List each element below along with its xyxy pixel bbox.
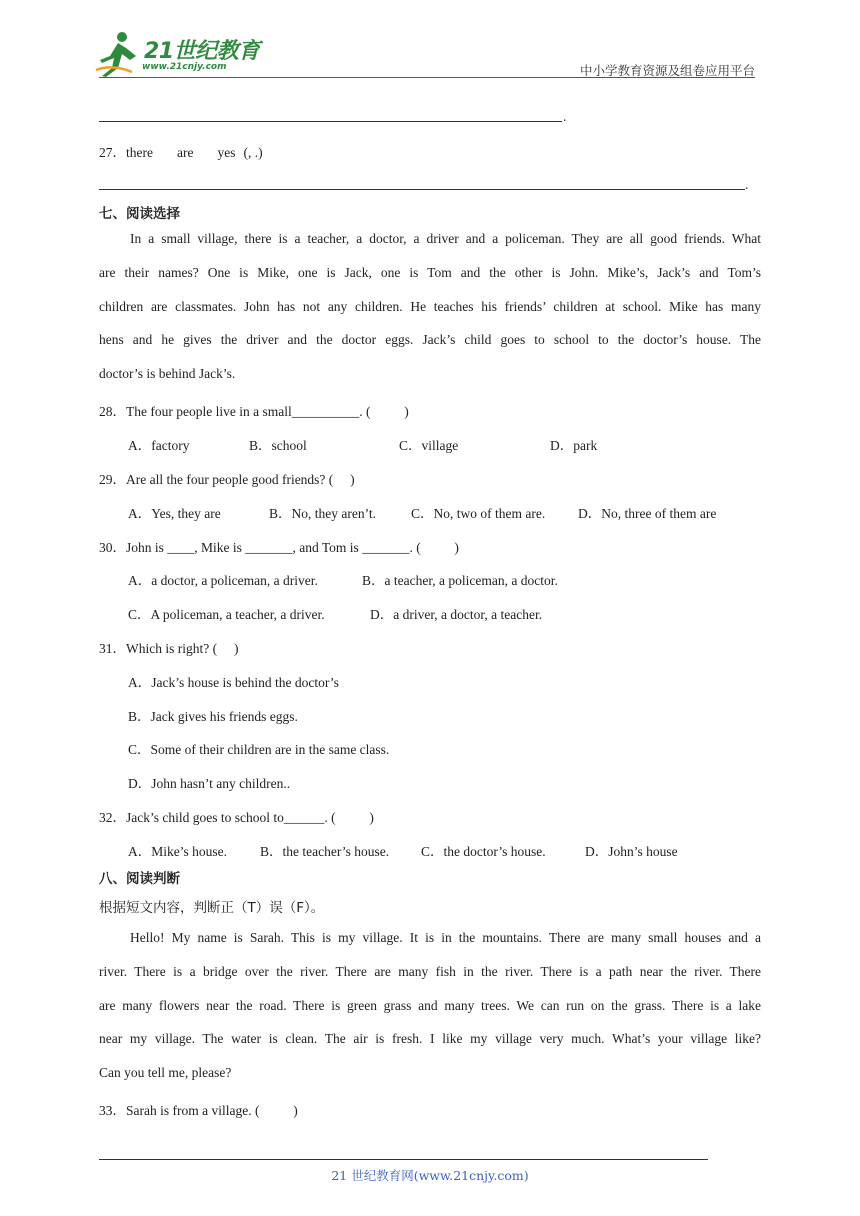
question-31 bbox=[99, 637, 238, 657]
question-number: 29． bbox=[99, 472, 126, 487]
option-a[interactable]: A．factory bbox=[128, 438, 190, 453]
option-c[interactable]: C．Some of their children are in the same class. bbox=[128, 742, 390, 757]
question-text: The four people live in a small__________. ( ) bbox=[126, 404, 409, 419]
question-number: 30． bbox=[99, 540, 126, 555]
answer-period: . bbox=[745, 177, 749, 192]
word-4: (, .) bbox=[243, 145, 263, 160]
word-3: yes bbox=[217, 145, 236, 160]
section-title-7: 七、阅读选择 bbox=[99, 206, 180, 222]
question-27 bbox=[99, 141, 263, 161]
passage-line: near my village. The water is clean. The air is fresh. I like my village very much. What’s your village like? bbox=[99, 1031, 761, 1047]
section-instruction: 根据短文内容，判断正（T）误（F）。 bbox=[99, 900, 325, 916]
question-number: 27． bbox=[99, 145, 126, 160]
passage-line: children are classmates. John has not any children. He teaches his friends’ children at school. Mike has many bbox=[99, 298, 761, 314]
option-c[interactable]: C．No, two of them are. bbox=[411, 506, 546, 521]
answer-line-27 bbox=[99, 189, 745, 190]
option-b[interactable]: B．school bbox=[249, 438, 307, 453]
logo-url: www.21cnjy.com bbox=[142, 62, 227, 72]
footer-link[interactable]: 21 世纪教育网(www.21cnjy.com) bbox=[331, 1168, 529, 1183]
option-c[interactable]: C．village bbox=[399, 438, 459, 453]
option-c[interactable]: C．A policeman, a teacher, a driver. bbox=[128, 607, 325, 622]
question-number: 31． bbox=[99, 641, 126, 656]
option-d[interactable]: D．John hasn’t any children.. bbox=[128, 776, 291, 791]
word-2: are bbox=[176, 145, 194, 160]
question-text: Which is right? ( ) bbox=[126, 641, 239, 656]
passage-line: doctor’s is behind Jack’s. bbox=[99, 366, 236, 382]
option-a[interactable]: A．Jack’s house is behind the doctor’s bbox=[128, 675, 339, 690]
passage-line: Can you tell me, please? bbox=[99, 1065, 232, 1081]
question-text: Are all the four people good friends? ( ) bbox=[126, 472, 355, 487]
option-d[interactable]: D．park bbox=[550, 438, 598, 453]
option-b[interactable]: B．Jack gives his friends eggs. bbox=[128, 709, 298, 724]
option-d[interactable]: D．No, three of them are bbox=[578, 506, 717, 521]
question-number: 32． bbox=[99, 810, 126, 825]
passage-line: Hello! My name is Sarah. This is my village. It is in the mountains. There are many small houses and a bbox=[130, 930, 761, 945]
question-29 bbox=[99, 468, 355, 488]
option-b[interactable]: B．No, they aren’t. bbox=[269, 506, 376, 521]
option-d[interactable]: D．a driver, a doctor, a teacher. bbox=[370, 607, 543, 622]
passage-line: are many flowers near the road. There is green grass and many trees. We can run on the grass. There is a lake bbox=[99, 997, 761, 1013]
logo-text: 21世纪教育 bbox=[144, 39, 260, 64]
question-text: Sarah is from a village. ( ) bbox=[126, 1103, 298, 1118]
question-30 bbox=[99, 536, 459, 556]
question-28 bbox=[99, 400, 409, 420]
runner-logo-icon bbox=[92, 30, 144, 78]
reading-passage-7 bbox=[99, 222, 761, 391]
header-divider bbox=[99, 77, 755, 78]
passage-line: river. There is a bridge over the river. There are many fish in the river. There is a path near the river. There bbox=[99, 963, 761, 979]
section-title-8: 八、阅读判断 bbox=[99, 871, 180, 887]
passage-line: hens and he gives the driver and the doctor eggs. Jack’s child goes to school to the doctor’s house. The bbox=[99, 332, 761, 348]
question-33 bbox=[99, 1099, 298, 1119]
platform-name: 中小学教育资源及组卷应用平台 bbox=[579, 63, 755, 78]
option-b[interactable]: B．the teacher’s house. bbox=[260, 844, 390, 859]
option-a[interactable]: A．Yes, they are bbox=[128, 506, 221, 521]
passage-line: are their names? One is Mike, one is Jack, one is Tom and the other is John. Mike’s, Jack’s and Tom’s bbox=[99, 264, 761, 280]
reading-passage-8 bbox=[99, 921, 761, 1090]
option-a[interactable]: A．Mike’s house. bbox=[128, 844, 227, 859]
option-d[interactable]: D．John’s house bbox=[585, 844, 678, 859]
answer-period: . bbox=[563, 109, 567, 124]
answer-line-26 bbox=[99, 121, 562, 122]
question-32 bbox=[99, 806, 374, 826]
question-number: 33． bbox=[99, 1103, 126, 1118]
option-a[interactable]: A．a doctor, a policeman, a driver. bbox=[128, 573, 318, 588]
question-number: 28． bbox=[99, 404, 126, 419]
passage-line: In a small village, there is a teacher, a doctor, a driver and a policeman. They are all good friends. What bbox=[130, 231, 761, 246]
option-b[interactable]: B．a teacher, a policeman, a doctor. bbox=[362, 573, 558, 588]
footer-divider bbox=[99, 1159, 708, 1160]
word-1: there bbox=[126, 145, 153, 160]
site-logo bbox=[92, 30, 262, 80]
question-text: John is ____, Mike is _______, and Tom is _______. ( ) bbox=[126, 540, 459, 555]
option-c[interactable]: C．the doctor’s house. bbox=[421, 844, 546, 859]
question-text: Jack’s child goes to school to______. ( ) bbox=[126, 810, 374, 825]
